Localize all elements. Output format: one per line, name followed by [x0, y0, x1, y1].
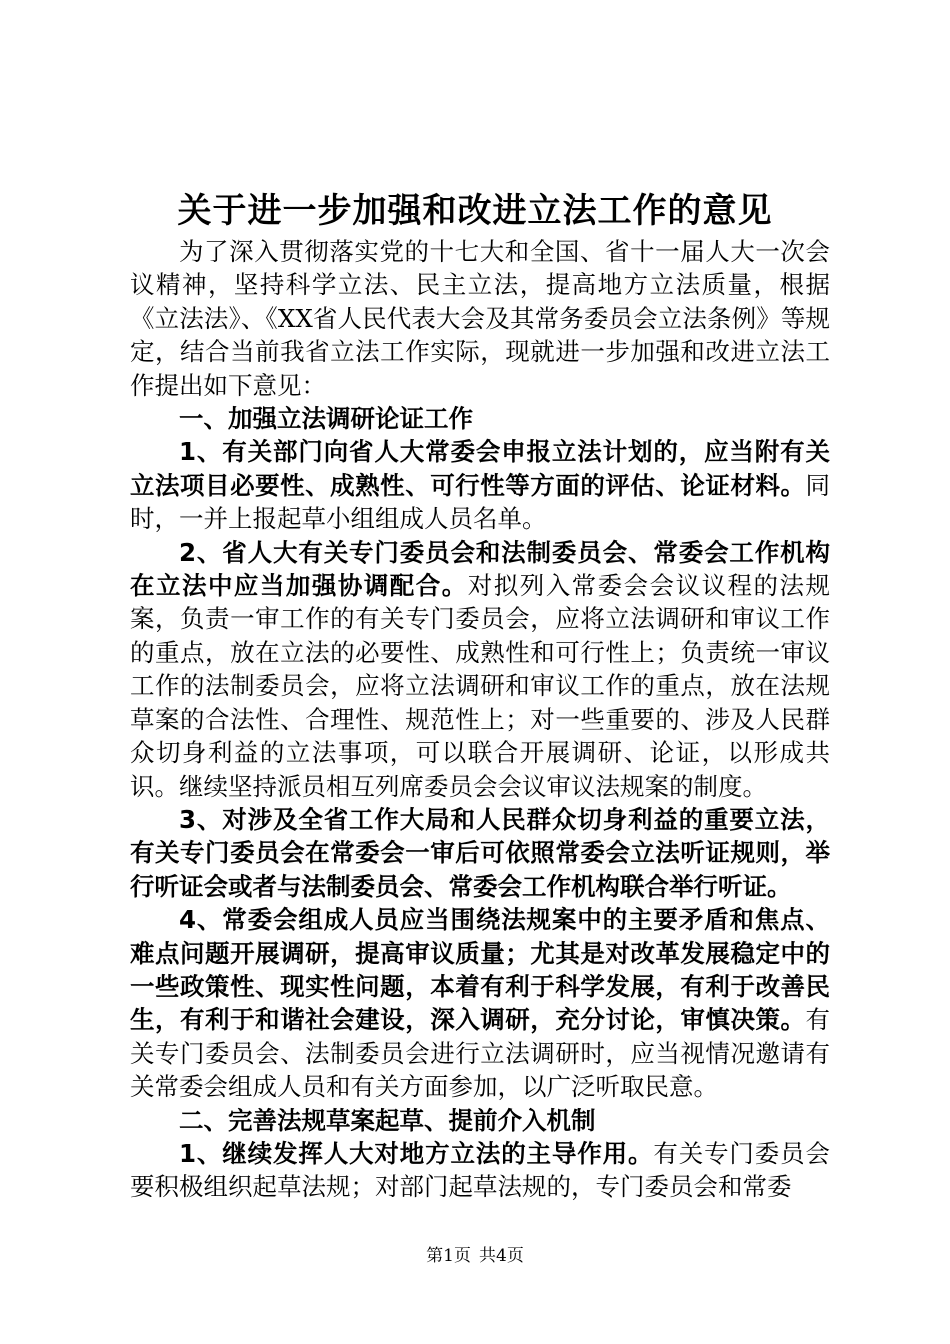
bold-text-run: 2、省人大有关专门委员会和法制委员会、常委会工作机构在立法中应当加强协调配合。	[130, 537, 830, 601]
paragraph	[130, 236, 830, 403]
text-run: 同时，一并上报起草小组组成人员名单。	[130, 470, 830, 534]
text-run: 有关专门委员会、法制委员会进行立法调研时，应当视情况邀请有关常委会组成人员和有关方面参加，以广泛听取民意。	[130, 1005, 830, 1102]
bold-text-run: 二、完善法规草案起草、提前介入机制	[179, 1105, 596, 1135]
text-run: 为了深入贯彻落实党的十七大和全国、省十一届人大一次会议精神，坚持科学立法、民主立法，提高地方立法质量，根据《立法法》、《XX省人民代表大会及其常务委员会立法条例》等规定，结合当前我省立法工作实际，现就进一步加强和改进立法工作提出如下意见：	[130, 237, 830, 400]
text-run: 有关专门委员会要积极组织起草法规；对部门起草法规的，专门委员会和常委	[130, 1138, 831, 1202]
bold-text-run: 1、继续发挥人大对地方立法的主导作用。	[179, 1138, 654, 1168]
page-total: 共4页	[479, 1246, 524, 1266]
paragraph	[130, 403, 830, 436]
paragraph	[130, 804, 830, 904]
document-body	[130, 236, 830, 1205]
page-number: 第1页	[426, 1246, 471, 1266]
paragraph	[130, 1138, 830, 1205]
paragraph	[130, 1105, 830, 1138]
bold-text-run: 一、加强立法调研论证工作	[179, 404, 473, 434]
paragraph	[130, 537, 830, 804]
bold-text-run: 3、对涉及全省工作大局和人民群众切身利益的重要立法，有关专门委员会在常委会一审后可依照常委会立法听证规则，举行听证会或者与法制委员会、常委会工作机构联合举行听证。	[130, 804, 830, 901]
bold-text-run: 4、常委会组成人员应当围绕法规案中的主要矛盾和焦点、难点问题开展调研，提高审议质量；尤其是对改革发展稳定中的一些政策性、现实性问题，本着有利于科学发展，有利于改善民生，有利于和谐社会建设，深入调研，充分讨论，审慎决策。	[130, 905, 830, 1035]
text-run: 对拟列入常委会会议议程的法规案，负责一审工作的有关专门委员会，应将立法调研和审议工作的重点，放在立法的必要性、成熟性和可行性上；负责统一审议工作的法制委员会，应将立法调研和审议工作的重点，放在法规草案的合法性、合理性、规范性上；对一些重要的、涉及人民群众切身利益的立法事项，可以联合开展调研、论证，以形成共识。继续坚持派员相互列席委员会会议审议法规案的制度。	[130, 571, 830, 801]
bold-text-run: 1、有关部门向省人大常委会申报立法计划的，应当附有关立法项目必要性、成熟性、可行性等方面的评估、论证材料。	[130, 437, 830, 500]
paragraph	[130, 436, 830, 536]
page-footer	[0, 1244, 950, 1268]
document-title: 关于进一步加强和改进立法工作的意见	[177, 191, 773, 231]
paragraph	[130, 904, 830, 1104]
